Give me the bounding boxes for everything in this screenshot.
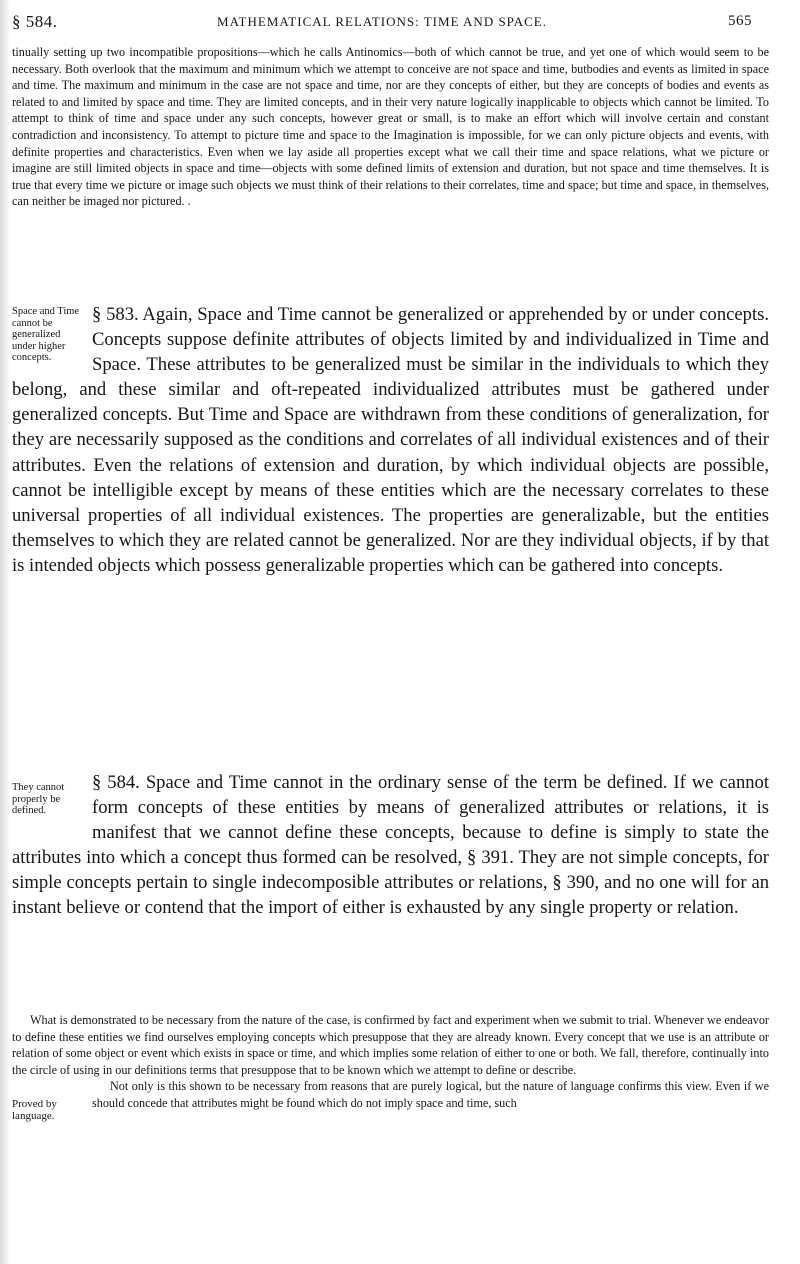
margin-note-584: They cannot properly be defined. bbox=[12, 782, 65, 816]
section-584-block bbox=[12, 770, 769, 921]
paragraph-583: § 583. Again, Space and Time cannot be generalized or apprehended by or under concepts. Concepts suppose definite attributes of objects limited by and individualized in Time and Space. These attributes to be generalized must be similar in the individuals to which they belong, and these similar and oft-repeated individualized attributes must be gathered under generalized concepts. But Time and Space are withdrawn from these conditions of generalization, for they are necessarily supposed as the conditions and correlates of all individual existences and of their attributes. Even the relations of extension and duration, by which individual objects are possible, cannot be intelligible except by means of these entities which are the necessary correlates to these universal properties of all individual existences. The properties are generalizable, but the entities themselves to which they are related cannot be generalized. Nor are they individual objects, if by that is intended objects which possess generalizable properties which can be gathered into concepts. bbox=[12, 304, 769, 576]
margin-note-language: Proved by language. bbox=[12, 1098, 57, 1123]
continued-paragraph-block bbox=[12, 44, 769, 210]
running-head bbox=[12, 10, 752, 38]
running-title: MATHEMATICAL RELATIONS: TIME AND SPACE. bbox=[217, 14, 547, 29]
paragraph-small-language: Not only is this shown to be necessary from reasons that are purely logical, but the nature of language confirms this view. Even if we should concede that attributes might be found which do not imply space and time, such bbox=[92, 1079, 769, 1110]
page-number: 565 bbox=[728, 13, 752, 29]
paragraph-continued: tinually setting up two incompatible propositions—which he calls Antinomics—both of which cannot be true, and yet one of which would seem to be necessary. Both overlook that the maximum and minimum which we attempt to conceive are not space and time, butbodies and events as limited in space and time. The maximum and minimum in the case are not space and time, nor are they concepts of either, but they are concepts of bodies and events as related to and limited by space and time. They are limited concepts, and in their very nature logically inapplicable to objects which cannot be limited. To attempt to think of time and space under any such concepts, however great or small, is to make an effort which will involve certain and constant contradiction and inconsistency. To attempt to picture time and space to the Imagination is impossible, for we can only picture objects and events, with definite properties and characteristics. Even when we lay aside all properties except what we call their time and space relations, what we picture or imagine are still limited objects in space and time—objects with some defined limits of extension and duration, but not space and time themselves. It is true that every time we picture or image such objects we must think of their relations to their correlates, time and space; but time and space, in themselves, can neither be imaged nor pictured. . bbox=[12, 45, 769, 209]
paragraph-small-demonstrated: What is demonstrated to be necessary from the nature of the case, is confirmed by fact and experiment when we submit to trial. Whenever we endeavor to define these entities we find ourselves employing concepts which presuppose that they are already known. Every concept that we use is an attribute or relation of some object or event which exists in space or time, and which implies some relation of either to one or both. We fall, therefore, continually into the circle of using in our definitions terms that presuppose that to be known which we attempt to define or describe. bbox=[12, 1013, 769, 1077]
paragraph-584: § 584. Space and Time cannot in the ordinary sense of the term be defined. If we cannot form concepts of these entities by means of generalized attributes or relations, it is manifest that we cannot define these concepts, because to define is simply to state the attributes into which a concept thus formed can be resolved, § 391. They are not simple concepts, for simple concepts pertain to single indecomposible attributes or relations, § 390, and no one will for an instant believe or contend that the import of either is exhausted by any single property or relation. bbox=[12, 772, 769, 919]
margin-note-583: Space and Time cannot be generalized under higher concepts. bbox=[12, 306, 80, 363]
page-spine-shadow bbox=[0, 0, 10, 1264]
section-583-block bbox=[12, 302, 769, 578]
section-marker: § 584. bbox=[12, 12, 58, 31]
small-print-block bbox=[12, 1012, 769, 1138]
